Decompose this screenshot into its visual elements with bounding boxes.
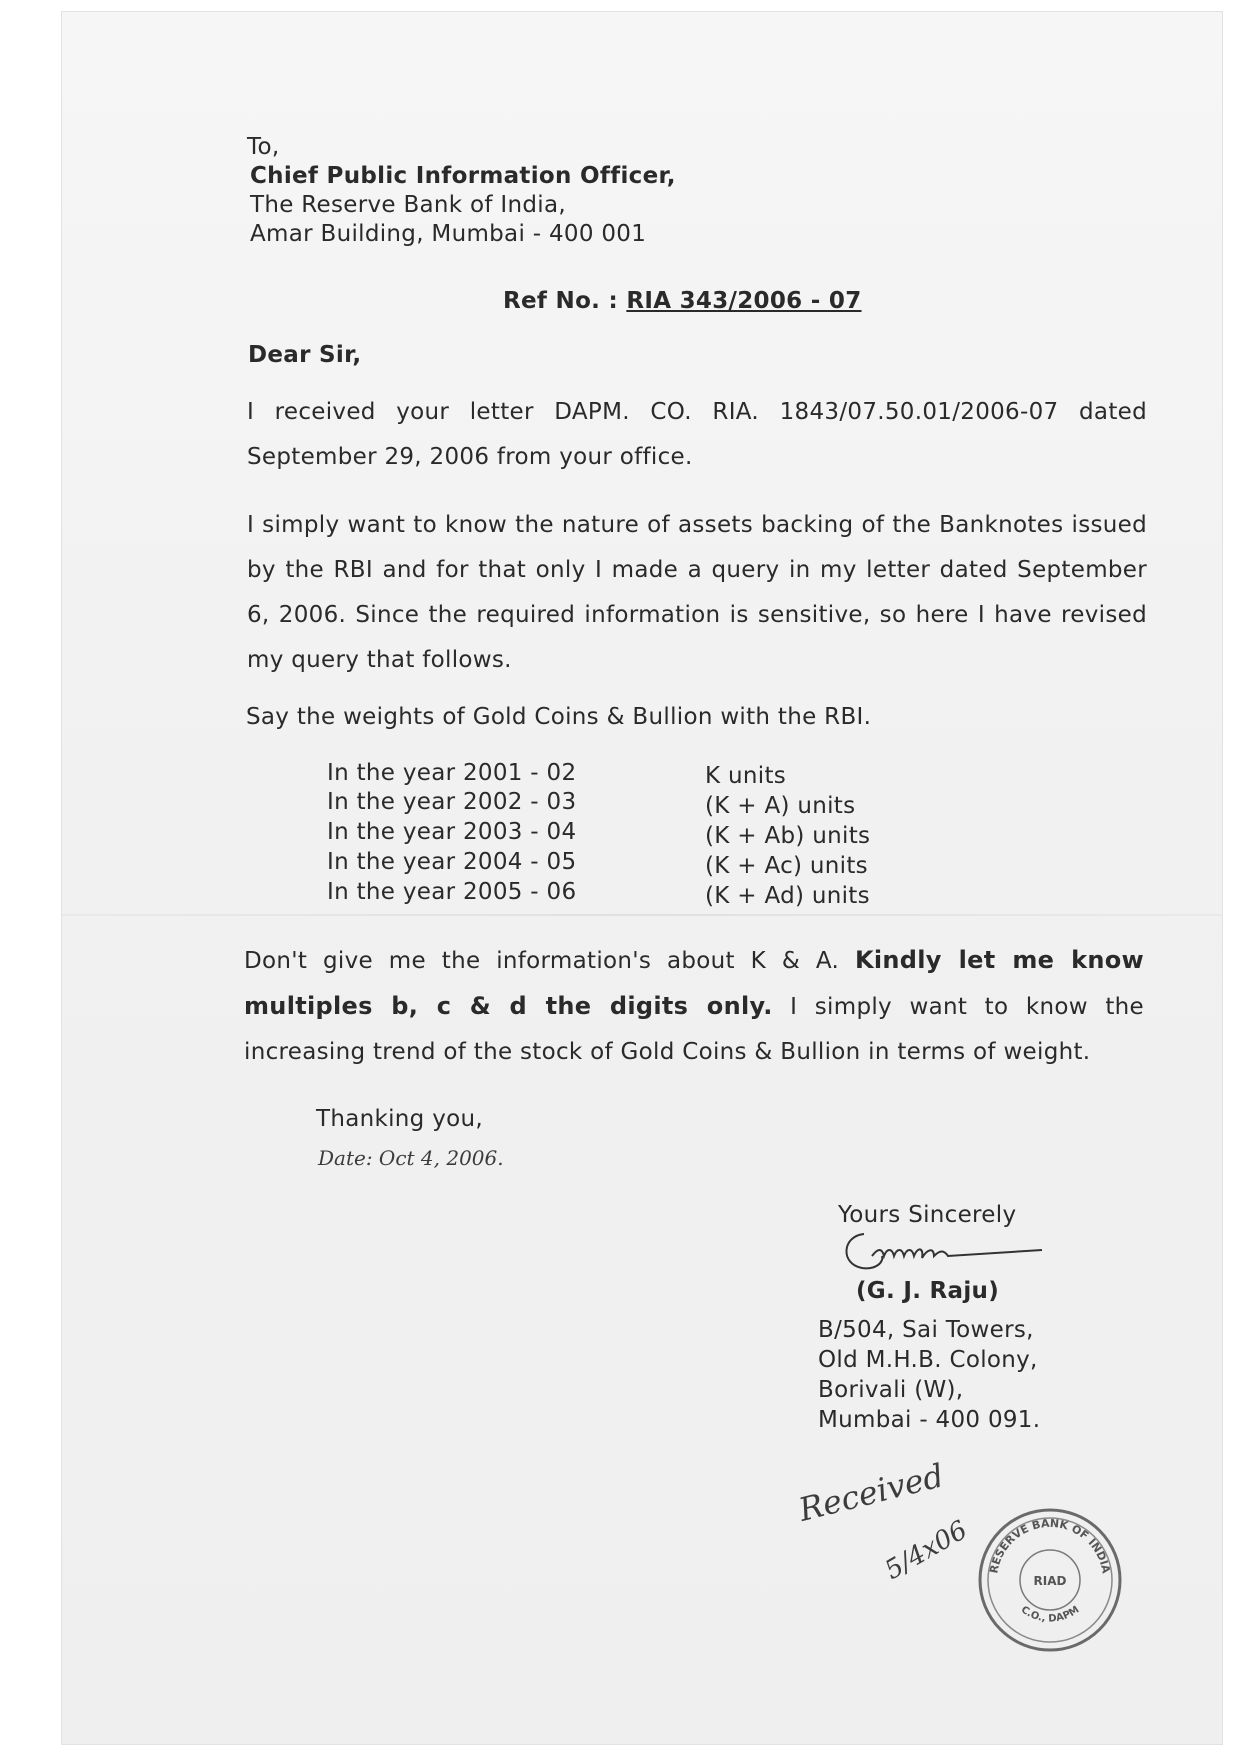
year-label: In the year 2005 - 06 — [327, 879, 577, 905]
signoff: Yours Sincerely — [838, 1202, 1017, 1228]
reference — [503, 287, 862, 315]
year-label: In the year 2001 - 02 — [327, 760, 577, 786]
paragraph-4-text — [244, 938, 1144, 1075]
year-units: (K + Ab) units — [705, 823, 871, 849]
svg-text:RIAD: RIAD — [1033, 1574, 1067, 1588]
address-to: To, — [247, 134, 280, 160]
handwritten-date: Date: Oct 4, 2006. — [318, 1146, 504, 1170]
signature-mark — [832, 1222, 1062, 1282]
sender-name: (G. J. Raju) — [856, 1278, 1000, 1304]
paragraph-4-end: I simply want to know the increasing trend of the stock of Gold Coins & Bullion in terms of weight. — [244, 994, 1145, 1065]
paragraph-1-text: I received your letter DAPM. CO. RIA. 1843/07.50.01/2006-07 dated September 29, 2006 from your office. — [247, 399, 1147, 470]
svg-text:C.O., DAPM: C.O., DAPM — [1018, 1604, 1082, 1625]
closing: Thanking you, — [316, 1106, 483, 1132]
paragraph-4-start: Don't give me the information's about K & A. — [244, 948, 855, 974]
svg-text:RESERVE BANK OF INDIA: RESERVE BANK OF INDIA — [987, 1516, 1113, 1575]
rbi-stamp — [975, 1505, 1125, 1655]
year-label: In the year 2004 - 05 — [327, 849, 577, 875]
year-units: (K + Ad) units — [705, 883, 870, 909]
sender-address-line: Mumbai - 400 091. — [818, 1407, 1041, 1433]
reference-number: RIA 343/2006 - 07 — [626, 288, 862, 314]
paper-fold-line — [62, 914, 1222, 916]
received-date: 5/4x06 — [880, 1515, 973, 1586]
sender-address-line: B/504, Sai Towers, — [818, 1317, 1034, 1343]
paragraph-1 — [247, 390, 1147, 480]
stamp-seal-icon — [975, 1505, 1125, 1655]
recipient-address: Amar Building, Mumbai - 400 001 — [250, 221, 647, 247]
year-units: (K + A) units — [705, 793, 856, 819]
salutation: Dear Sir, — [248, 342, 362, 368]
signature — [832, 1222, 1062, 1282]
paragraph-4 — [244, 938, 1144, 1075]
received-note: Received — [795, 1456, 948, 1529]
year-units: K units — [705, 763, 787, 789]
paragraph-3: Say the weights of Gold Coins & Bullion with the RBI. — [246, 704, 872, 730]
paragraph-2-text: I simply want to know the nature of assets backing of the Banknotes issued by the RBI and for that only I made a query in my letter dated September 6, 2006. Since the required information is sensitive, so here I have revised my query that follows. — [247, 512, 1147, 673]
recipient-org: The Reserve Bank of India, — [250, 192, 566, 218]
reference-label: Ref No. : — [503, 288, 619, 314]
year-units: (K + Ac) units — [705, 853, 868, 879]
letter-sheet — [62, 12, 1222, 1744]
paragraph-4-emphasis: Kindly let me know multiples b, c & d the digits only. — [244, 946, 1144, 1020]
sender-address-line: Borivali (W), — [818, 1377, 964, 1403]
recipient-title: Chief Public Information Officer, — [250, 163, 676, 189]
paragraph-2 — [247, 503, 1147, 683]
year-label: In the year 2002 - 03 — [327, 789, 577, 815]
sender-address-line: Old M.H.B. Colony, — [818, 1347, 1038, 1373]
year-label: In the year 2003 - 04 — [327, 819, 577, 845]
